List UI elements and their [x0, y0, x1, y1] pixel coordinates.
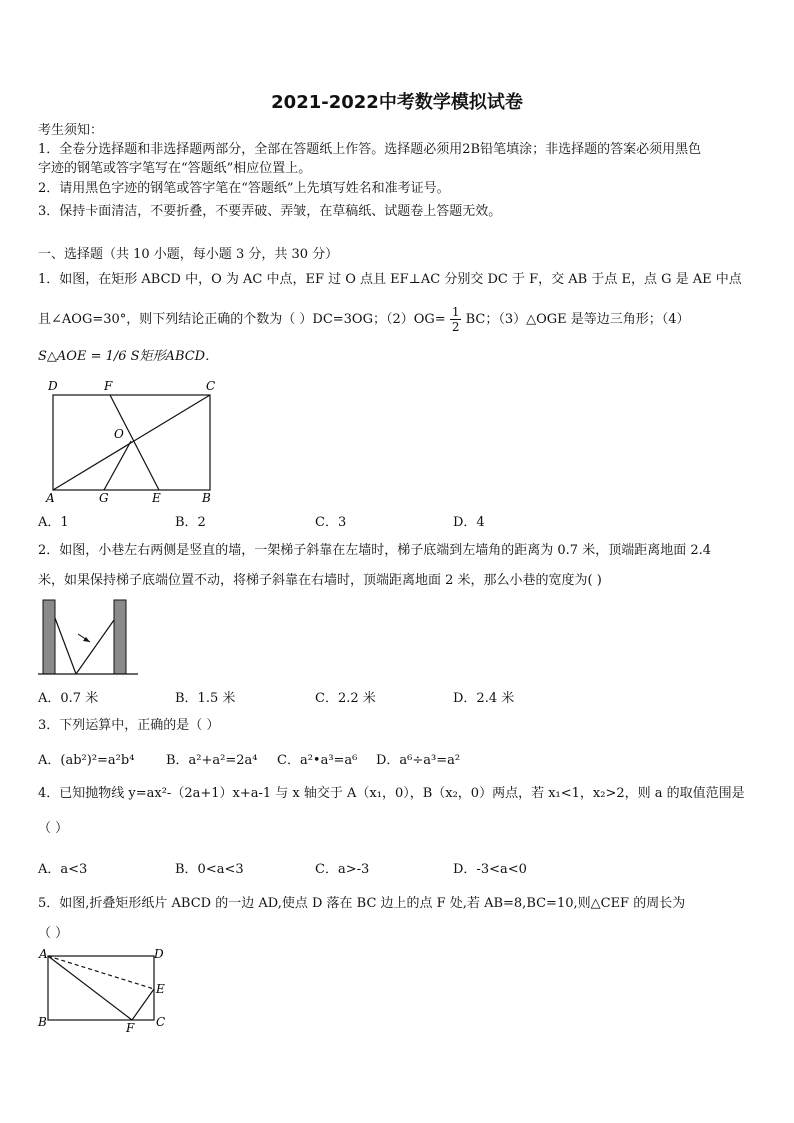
question-1-text-part: BC；（3）△OGE 是等边三角形；（4） — [465, 312, 690, 327]
q3-option-b: B．a²+a²=2a⁴ — [166, 753, 258, 768]
q2-option-a: A．0.7 米 — [38, 691, 99, 706]
notice-item: 2．请用黑色字迹的钢笔或答字笔在“答题纸”上先填写姓名和准考证号。 — [38, 181, 450, 196]
label-b: B — [202, 491, 211, 504]
label-b: B — [38, 1015, 47, 1029]
q3-option-a: A．(ab²)²=a²b⁴ — [38, 753, 135, 768]
q3-option-c: C．a²•a³=a⁶ — [277, 753, 358, 768]
label-d: D — [154, 947, 164, 961]
rectangle-abcd-figure — [40, 376, 220, 504]
notice-item: 字迹的钢笔或答字笔写在“答题纸”相应位置上。 — [38, 161, 312, 176]
q1-option-b: B．2 — [175, 515, 206, 530]
section-heading: 一、选择题（共 10 小题，每小题 3 分，共 30 分） — [38, 247, 339, 262]
label-a: A — [39, 947, 48, 961]
label-d: D — [48, 379, 58, 393]
question-4-text: 4．已知抛物线 y=ax²-（2a+1）x+a-1 与 x 轴交于 A（x₁，0），B（x₂，0）两点，若 x₁<1，x₂>2，则 a 的取值范围是 — [38, 786, 745, 801]
q1-option-a: A．1 — [38, 515, 69, 530]
question-3-text: 3．下列运算中，正确的是（ ） — [38, 718, 220, 733]
label-a: A — [46, 491, 55, 504]
label-c: C — [156, 1015, 166, 1029]
question-5-text-2: （ ） — [38, 926, 69, 941]
notice-item: 1．全卷分选择题和非选择题两部分，全部在答题纸上作答。选择题必须用2B铅笔填涂；非选择题的答案必须用黑色 — [38, 142, 702, 157]
label-e: E — [156, 982, 165, 996]
q2-option-c: C．2.2 米 — [315, 691, 376, 706]
label-f: F — [104, 379, 113, 393]
alley-ladder-figure — [38, 596, 142, 678]
q4-option-c: C．a>-3 — [315, 862, 370, 877]
label-c: C — [206, 379, 216, 393]
label-e: E — [152, 491, 161, 504]
fraction-half: $\frac{1}{2}$ — [451, 305, 460, 334]
q2-option-b: B．1.5 米 — [175, 691, 236, 706]
q3-option-d: D．a⁶÷a³=a² — [376, 753, 461, 768]
question-2-text-2: 米，如果保持梯子底端位置不动，将梯子斜靠在右墙时，顶端距离地面 2 米，那么小巷的宽度为( ) — [38, 573, 602, 588]
question-1-text: 1．如图，在矩形 ABCD 中，O 为 AC 中点，EF 过 O 点且 EF⊥AC 分别交 DC 于 F，交 AB 于点 E，点 G 是 AE 中点 — [38, 272, 742, 287]
question-4-text-2: （ ） — [38, 821, 69, 836]
question-1-text-part: 且∠AOG=30°，则下列结论正确的个数为（ ）DC=3OG；（2）OG= — [38, 312, 446, 327]
page-title: 2021-2022中考数学模拟试卷 — [271, 92, 523, 113]
question-1-text-2 — [38, 305, 690, 334]
q2-option-d: D．2.4 米 — [453, 691, 515, 706]
folded-rectangle-figure — [36, 946, 172, 1034]
q1-option-d: D．4 — [453, 515, 485, 530]
question-2-text: 2．如图，小巷左右两侧是竖直的墙，一架梯子斜靠在左墙时，梯子底端到左墙角的距离为 0.7 米，顶端距离地面 2.4 — [38, 543, 712, 558]
notice-heading: 考生须知： — [38, 123, 104, 138]
q4-option-a: A．a<3 — [38, 862, 88, 877]
notice-item: 3．保持卡面清洁，不要折叠，不要弄破、弄皱，在草稿纸、试题卷上答题无效。 — [38, 204, 502, 219]
label-f: F — [126, 1021, 135, 1034]
label-o: O — [114, 427, 124, 441]
q4-option-b: B．0<a<3 — [175, 862, 244, 877]
question-1-formula: S△AOE = 1/6 S矩形ABCD． — [38, 349, 219, 364]
label-g: G — [99, 491, 109, 504]
q4-option-d: D．-3<a<0 — [453, 862, 527, 877]
q1-option-c: C．3 — [315, 515, 347, 530]
question-5-text: 5．如图,折叠矩形纸片 ABCD 的一边 AD,使点 D 落在 BC 边上的点 F 处,若 AB=8,BC=10,则△CEF 的周长为 — [38, 896, 686, 911]
